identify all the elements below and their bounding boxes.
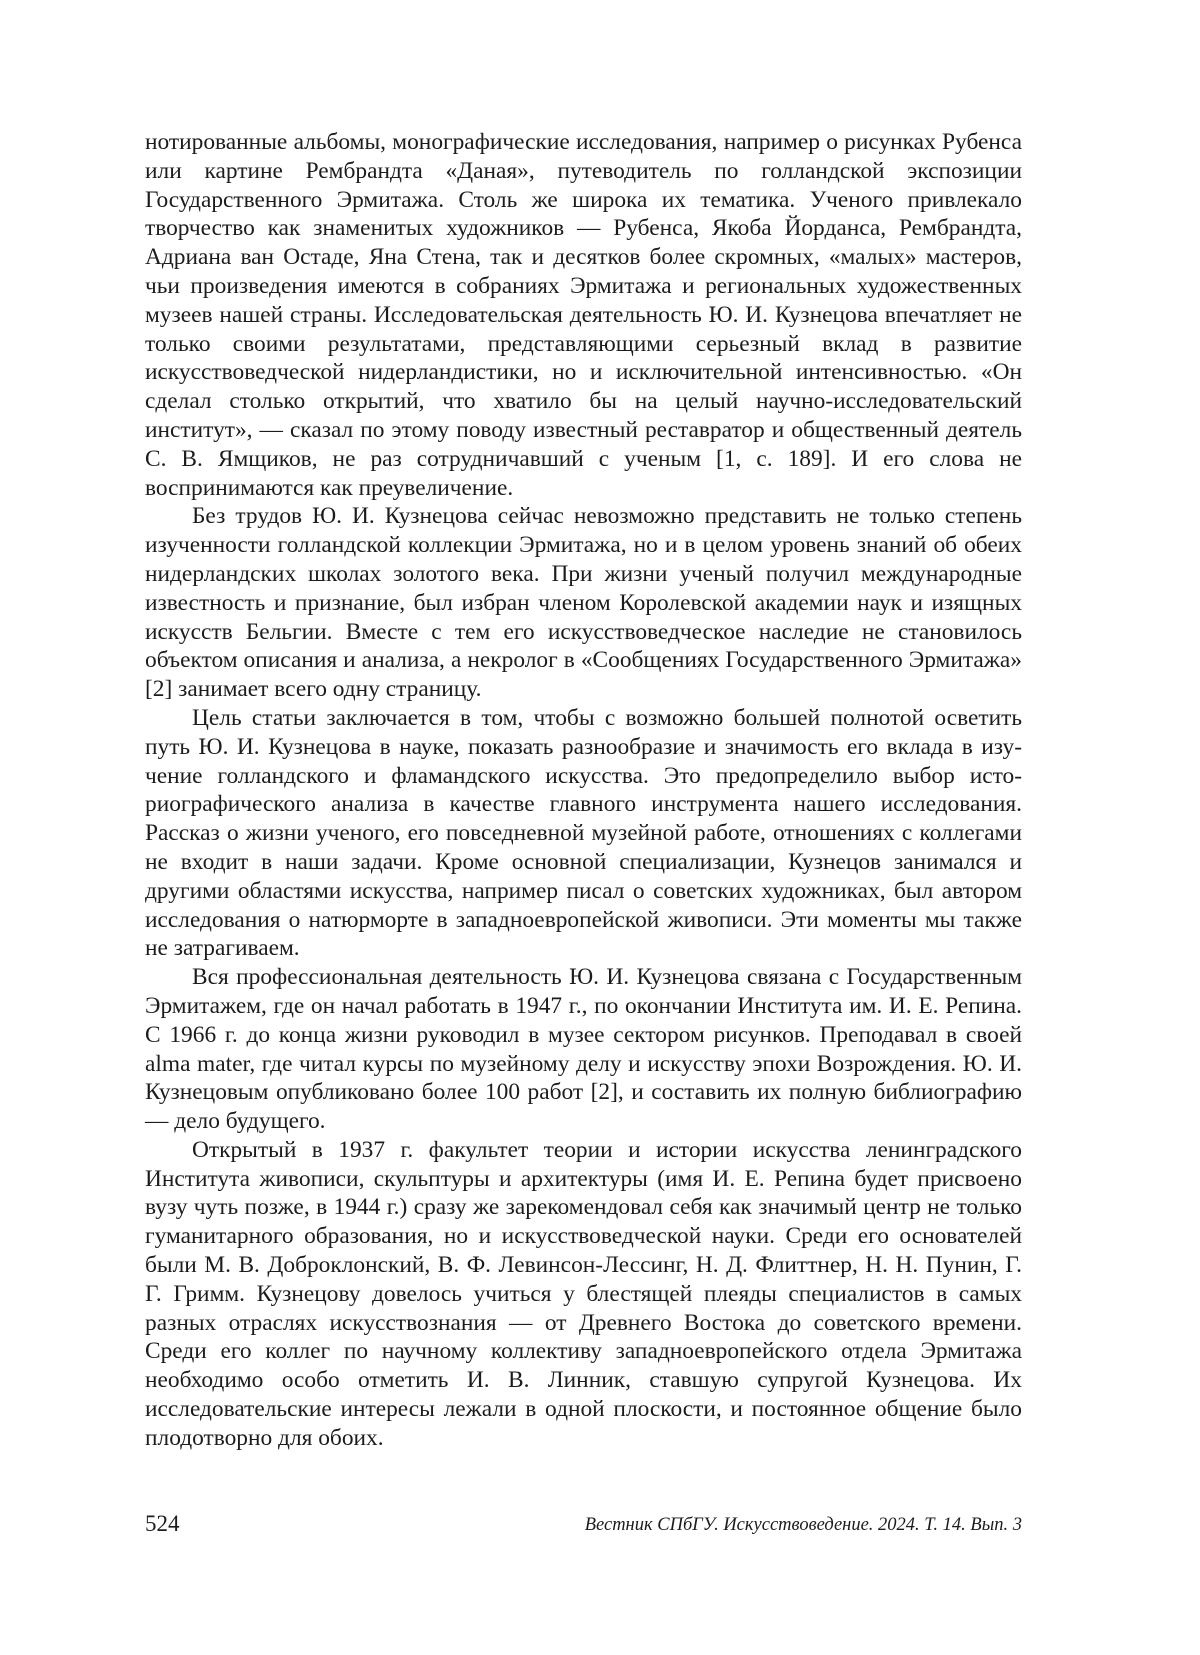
paragraph-5: Открытый в 1937 г. факультет теории и истории искусства ленинградского Института живописи, скульптуры и архитектуры (имя И. Е. Репина будет присвоено вузу чуть позже, в 1944 г.) сразу же зарекомендовал себя как значимый центр не только гуманитарного образования, но и искусствоведческой науки. Среди его основателей были М. В. Доброклонский, В. Ф. Левинсон-Лессинг, Н. Д. Флиттнер, Н. Н. Пунин, Г. Г. Гримм. Кузнецову довелось учиться у блестящей плеяды специалистов в самых разных отраслях искусствознания — от Древнего Востока до советского времени. Среди его коллег по научному коллективу западноевропейского отдела Эрмитажа необходимо особо отметить И. В. Линник, ставшую супругой Кузнецова. Их исследовательские интересы лежали в одной плоскости, и постоянное общение было плодотворно для обоих. — [145, 1136, 1022, 1451]
page-footer — [145, 1510, 1022, 1542]
paragraph-1: нотированные альбомы, монографические исследования, например о рисунках Рубенса или картине Рембрандта «Даная», путеводитель по голландской экспозиции Государственного Эрмитажа. Столь же широка их тематика. Ученого привлекало творчество как знаменитых художников — Рубенса, Якоба Йорданса, Рембрандта, Адриана ван Остаде, Яна Стена, так и десятков более скромных, «малых» мастеров, чьи произведения имеются в собраниях Эрмитажа и региональных художественных музеев нашей страны. Исследовательская деятельность Ю. И. Кузнецова впечатляет не только своими результатами, представляющими серьезный вклад в развитие искусствоведческой нидерландистики, но и исключительной интенсивностью. «Он сделал столько открытий, что хватило бы на целый научно-исследовательский институт», — сказал по этому поводу известный реставратор и общественный деятель С. В. Ямщиков, не раз сотрудничавший с ученым [1, с. 189]. И его слова не воспринимаются как преувеличение. — [145, 129, 1022, 501]
article-body — [145, 128, 1022, 1453]
paragraph-2: Без трудов Ю. И. Кузнецова сейчас невозможно представить не только степень изученности голландской коллекции Эрмитажа, но и в целом уровень знаний об обеих нидерландских школах золотого века. При жизни ученый получил международные известность и признание, был избран членом Королевской академии наук и изящных искусств Бельгии. Вместе с тем его искусствоведческое наследие не становилось объектом описания и анализа, а некролог в «Сообщениях Государственного Эрмитажа» [2] занимает всего одну страницу. — [145, 503, 1022, 703]
paragraph-3: Цель статьи заключается в том, чтобы с возможно большей полнотой осветить путь Ю. И. Кузнецова в науке, показать разнообразие и значимость его вклада в изучение голландского и фламандского искусства. Это предопределило выбор историографического анализа в качестве главного инструмента нашего исследования. Рассказ о жизни ученого, его повседневной музейной работе, отношениях с коллегами не входит в наши задачи. Кроме основной специализации, Кузнецов занимался и другими областями искусства, например писал о советских художниках, был автором исследования о натюрморте в западноевропейской живописи. Эти моменты мы также не затрагиваем. — [145, 704, 1022, 962]
paragraph-4: Вся профессиональная деятельность Ю. И. Кузнецова связана с Государственным Эрмитажем, где он начал работать в 1947 г., по окончании Института им. И. Е. Репина. С 1966 г. до конца жизни руководил в музее сектором рисунков. Преподавал в своей alma mater, где читал курсы по музейному делу и искусству эпохи Возрождения. Ю. И. Кузнецовым опубликовано более 100 работ [2], и составить их полную библиографию — дело будущего. — [145, 964, 1022, 1135]
journal-reference: Вестник СПбГУ. Искусствоведение. 2024. Т. 14. Вып. 3 — [584, 1515, 1022, 1535]
page-number: 524 — [145, 1511, 180, 1536]
